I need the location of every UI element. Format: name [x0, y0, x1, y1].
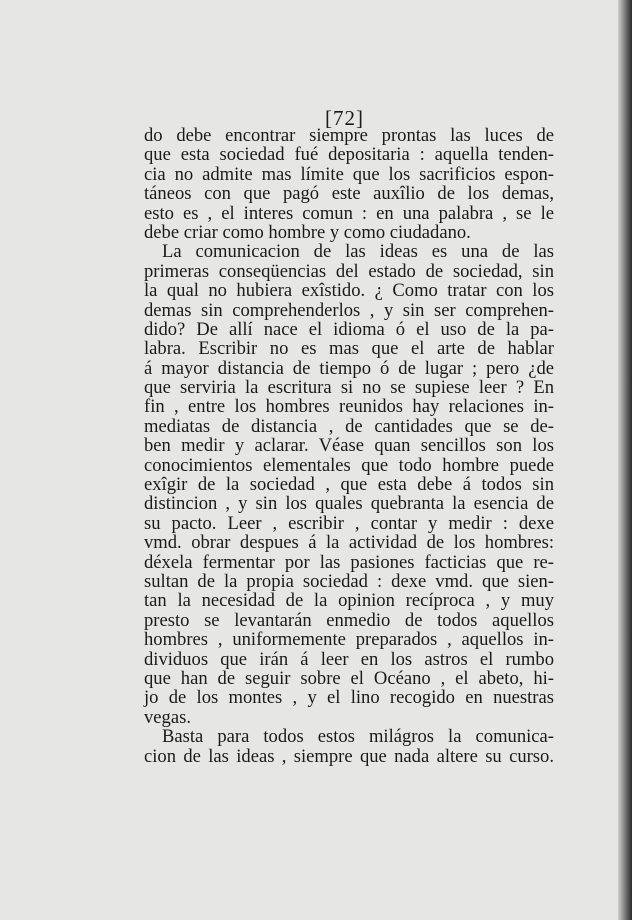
body-text	[144, 126, 554, 766]
text-line: jo de los montes , y el lino recogido en nuestras	[144, 687, 554, 709]
text-line: que serviria la escritura si no se supiese leer ? En	[144, 377, 554, 399]
text-line: vegas.	[144, 706, 191, 728]
text-line: que han de seguir sobre el Océano , el abeto, hi-	[144, 667, 554, 689]
text-line: ben medir y aclarar. Véase quan sencillos son los	[144, 435, 554, 457]
text-line: labra. Escribir no es mas que el arte de hablar	[144, 338, 554, 360]
text-line: su pacto. Leer , escribir , contar y medir : dexe	[144, 512, 554, 534]
text-line: conocimientos elementales que todo hombre puede	[144, 454, 554, 476]
text-line: fin , entre los hombres reunidos hay relaciones in-	[144, 396, 554, 418]
text-line: déxela fermentar por las pasiones facticias que re-	[144, 551, 554, 573]
text-line: presto se levantarán enmedio de todos aquellos	[144, 609, 554, 631]
text-line: Basta para todos estos milágros la comunica-	[162, 726, 554, 748]
text-line: demas sin comprehenderlos , y sin ser comprehen-	[144, 299, 554, 321]
text-line: tan la necesidad de la opinion recíproca , y muy	[144, 590, 554, 612]
text-line: distincion , y sin los quales quebranta la esencia de	[144, 493, 554, 515]
text-line: exîgir de la sociedad , que esta debe á todos sin	[144, 474, 554, 496]
text-line: hombres , uniformemente preparados , aquellos in-	[144, 629, 554, 651]
text-line: debe criar como hombre y como ciudadano.	[144, 221, 471, 243]
text-line: cia no admite mas límite que los sacrificios espon-	[144, 163, 554, 185]
page-number: [72]	[325, 106, 364, 130]
text-line: do debe encontrar siempre prontas las luces de	[144, 125, 554, 146]
text-line: vmd. obrar despues á la actividad de los hombres:	[144, 532, 554, 554]
text-line: á mayor distancia de tiempo ó de lugar ; pero ¿de	[144, 357, 554, 379]
text-line: mediatas de distancia , de cantidades que se de-	[144, 415, 554, 437]
text-line: cion de las ideas , siempre que nada altere su curso.	[144, 745, 554, 767]
text-line: esto es , el interes comun : en una palabra , se le	[144, 202, 554, 224]
text-line: dido? De allí nace el idioma ó el uso de la pa-	[144, 318, 554, 340]
text-line: la qual no hubiera exîstido. ¿ Como tratar con los	[144, 280, 554, 302]
text-line: dividuos que irán á leer en los astros el rumbo	[144, 648, 554, 670]
text-line: táneos con que pagó este auxîlio de los demas,	[144, 183, 554, 205]
text-line: que esta sociedad fué depositaria : aquella tenden-	[144, 144, 554, 166]
text-line: sultan de la propia sociedad : dexe vmd. que sien-	[144, 570, 554, 592]
text-line: primeras conseqüencias del estado de sociedad, sin	[144, 260, 554, 282]
text-line: La comunicacion de las ideas es una de las	[162, 241, 554, 263]
scan-page-edge	[618, 0, 632, 920]
